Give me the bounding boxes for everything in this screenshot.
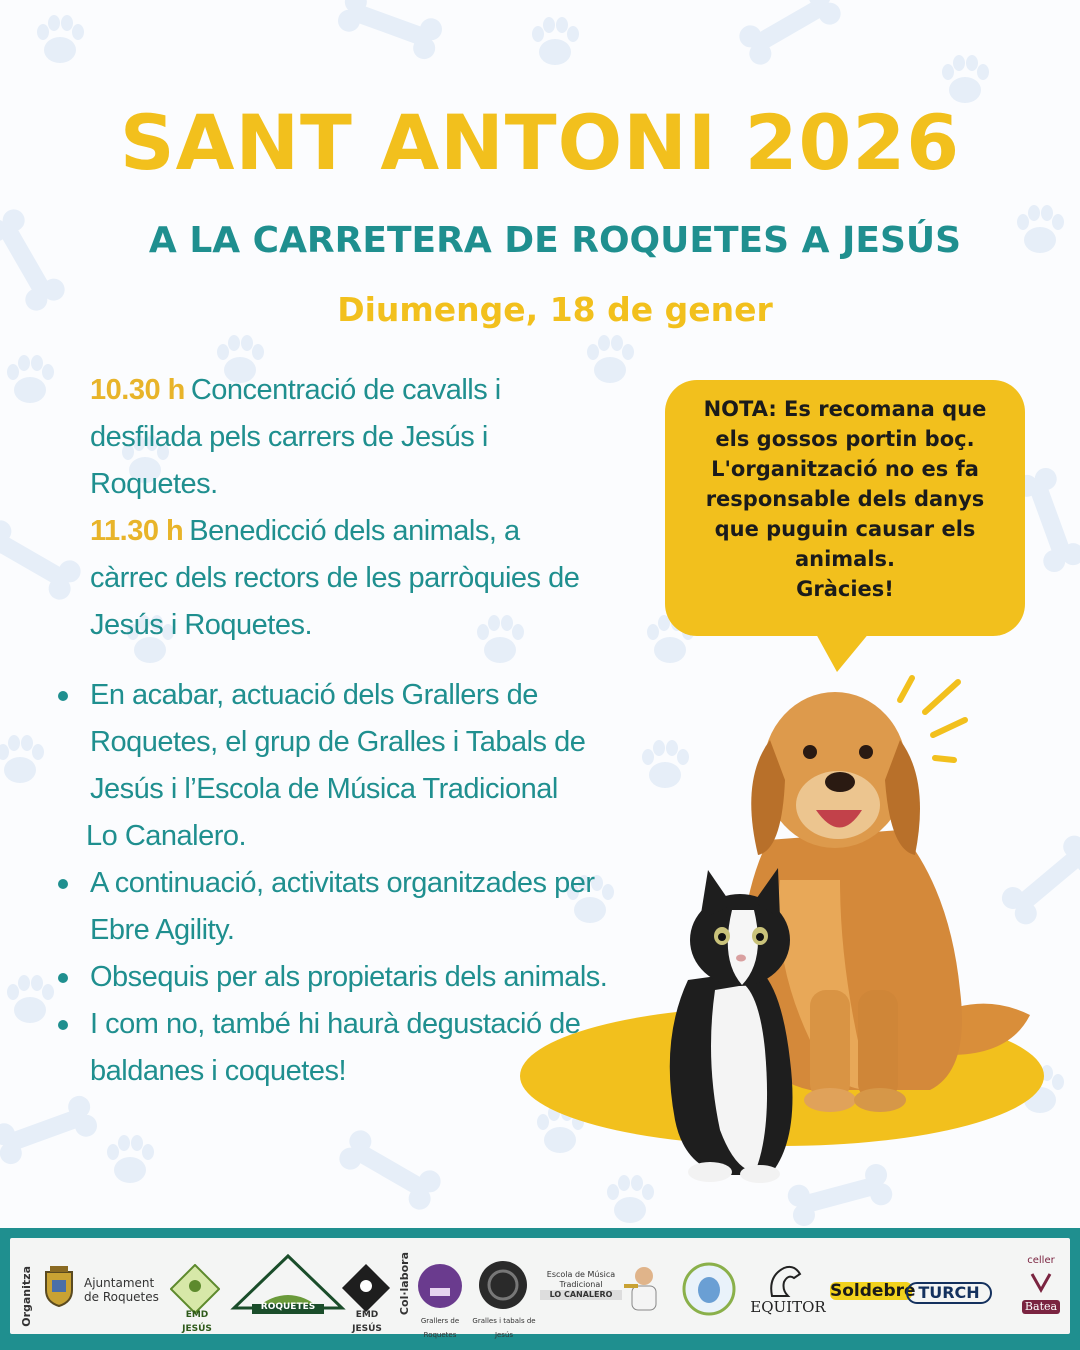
ajuntament-line: Ajuntament <box>84 1276 155 1290</box>
list-item-text: Jesús i l’Escola de Música Tradicional <box>90 773 558 805</box>
schedule-text: Roquetes. <box>90 468 218 500</box>
list-item-text: Ebre Agility. <box>90 914 235 946</box>
list-item-text: Obsequis per als propietaris dels animals. <box>90 961 608 993</box>
grallers-roquetes-text: Grallers de Roquetes <box>420 1317 460 1339</box>
equitor-horse-icon <box>754 1260 814 1300</box>
note-line: NOTA: Es recomana que <box>703 397 987 421</box>
escola-musica-line: Escola de Música Tradicional <box>546 1270 616 1289</box>
soldebre-logo: Soldebre <box>830 1281 916 1301</box>
event-subtitle: A LA CARRETERA DE ROQUETES A JESÚS <box>148 220 962 261</box>
schedule-item <box>90 367 650 414</box>
schedule-text: Benedicció dels animals, a <box>189 515 520 547</box>
note-speech-bubble <box>665 380 1025 636</box>
lo-canalero-line: LO CANALERO <box>540 1290 622 1300</box>
schedule-text: Concentració de cavalls i <box>190 374 501 406</box>
note-line: animals. <box>794 547 896 571</box>
list-item-text: A continuació, activitats organitzades per <box>90 867 595 899</box>
musician-figure-icon <box>622 1264 666 1312</box>
ajuntament-name <box>84 1276 174 1304</box>
sponsor-strip <box>10 1238 1070 1339</box>
dog-and-cat-illustration <box>510 660 1050 1190</box>
note-line: responsable dels danys <box>705 487 985 511</box>
ajuntament-shield-icon <box>42 1266 76 1308</box>
seccio-festes-logo-icon <box>340 1262 392 1314</box>
batea-text: Batea <box>1024 1300 1058 1313</box>
note-line: que puguin causar els <box>714 517 976 541</box>
emd-jesus-text: EMD JESÚS <box>182 1310 212 1334</box>
schedule <box>90 367 650 649</box>
list-item-text: Roquetes, el grup de Gralles i Tabals de <box>90 726 586 758</box>
equitor-text: EQUITOR <box>750 1298 826 1316</box>
gralles-tabals-text: Gralles i tabals de Jesús <box>472 1317 536 1339</box>
list-item-text: I com no, també hi haurà degustació de <box>90 1008 581 1040</box>
schedule-time: 11.30 h <box>90 515 184 547</box>
ajuntament-line: de Roquetes <box>84 1290 159 1304</box>
note-line: els gossos portin boç. <box>715 427 975 451</box>
schedule-time: 10.30 h <box>90 374 185 406</box>
escola-musica-text <box>540 1270 622 1300</box>
emd-jesus-logo-icon <box>170 1264 220 1314</box>
note-line: L'organització no es fa <box>711 457 979 481</box>
celler-text: celler <box>1027 1255 1055 1266</box>
list-item-text: baldanes i coquetes! <box>90 1055 347 1087</box>
schedule-text: Jesús i Roquetes. <box>90 609 313 641</box>
schedule-item <box>90 508 650 555</box>
note-line: Gràcies! <box>796 577 894 601</box>
collabora-label: Col·labora <box>398 1252 411 1316</box>
event-date: Diumenge, 18 de gener <box>337 290 773 329</box>
schedule-text: desfilada pels carrers de Jesús i <box>90 421 488 453</box>
turch-logo: TURCH <box>906 1282 992 1304</box>
list-item-text: En acabar, actuació dels Grallers de <box>90 679 538 711</box>
footer-band <box>0 1228 1080 1350</box>
gralles-tabals-logo-icon <box>476 1258 530 1312</box>
grallers-roquetes-logo-icon <box>416 1262 464 1310</box>
dog-club-logo-icon <box>682 1262 736 1316</box>
schedule-text: càrrec dels rectors de les parròquies de <box>90 562 580 594</box>
patronat-festes-text: ROQUETES <box>260 1302 316 1312</box>
list-item-text: Lo Canalero. <box>86 820 247 852</box>
event-title: SANT ANTONI 2026 <box>119 98 961 187</box>
seccio-festes-text: EMD JESÚS <box>352 1310 382 1334</box>
organitza-label: Organitza <box>20 1266 33 1327</box>
